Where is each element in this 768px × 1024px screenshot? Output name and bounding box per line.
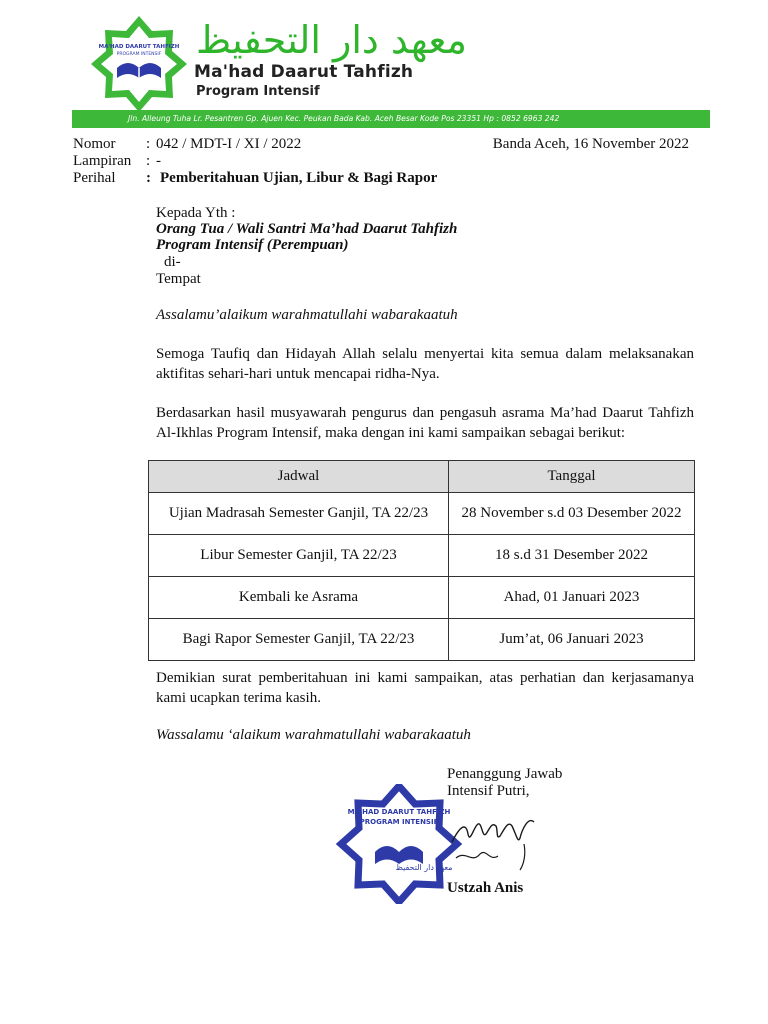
table-cell-jadwal: Ujian Madrasah Semester Ganjil, TA 22/23: [149, 493, 449, 535]
handwritten-signature: [446, 804, 546, 874]
table-row: [149, 619, 695, 661]
perihal-value: Pemberitahuan Ujian, Libur & Bagi Rapor: [160, 170, 438, 186]
table-cell-tanggal: 18 s.d 31 Desember 2022: [449, 535, 695, 577]
logo-text-1: MA'HAD DAARUT TAHFIZH: [98, 44, 180, 50]
nomor-colon: :: [146, 136, 151, 152]
paragraph-context: Berdasarkan hasil musyawarah pengurus dan pengasuh asrama Ma’had Daarut Tahfizh Al-Ikhlas Program Intensif, maka dengan ini kami sampaikan sebagai berikut:: [156, 405, 694, 441]
nomor-value: 042 / MDT-I / XI / 2022: [156, 136, 302, 152]
stamp-text-2: PROGRAM INTENSIF: [359, 818, 439, 826]
recipient-salutation: Kepada Yth :: [156, 205, 236, 221]
recipient-di: di-: [164, 254, 181, 270]
table-cell-tanggal: 28 November s.d 03 Desember 2022: [449, 493, 695, 535]
lampiran-label: Lampiran: [73, 153, 132, 169]
table-row: [149, 577, 695, 619]
table-header-row: [149, 461, 695, 493]
table-cell-jadwal: Bagi Rapor Semester Ganjil, TA 22/23: [149, 619, 449, 661]
table-cell-tanggal: Ahad, 01 Januari 2023: [449, 577, 695, 619]
lampiran-value: -: [156, 153, 161, 169]
signer-role: Penanggung Jawab: [447, 766, 563, 782]
recipient-program: Program Intensif (Perempuan): [156, 237, 349, 253]
table-row: [149, 535, 695, 577]
nomor-label: Nomor: [73, 136, 116, 152]
official-stamp: [334, 784, 464, 904]
address-bar: Jln. Alleung Tuha Lr. Pesantren Gp. Ajuen Kec. Peukan Bada Kab. Aceh Besar Kode Pos 23351 Hp : 0852 6963 242: [72, 110, 710, 128]
stamp-arabic: معهد دار التحفيظ: [395, 863, 453, 872]
table-header-jadwal: Jadwal: [149, 461, 449, 493]
signer-role-detail: Intensif Putri,: [447, 783, 530, 799]
greeting: Assalamu’alaikum warahmatullahi wabarakaatuh: [156, 307, 458, 323]
table-header-tanggal: Tanggal: [449, 461, 695, 493]
recipient-place: Tempat: [156, 271, 201, 287]
paragraph-closing: Demikian surat pemberitahuan ini kami sampaikan, atas perhatian dan kerjasamanya kami ucapkan terima kasih.: [156, 670, 694, 706]
table-cell-jadwal: Libur Semester Ganjil, TA 22/23: [149, 535, 449, 577]
stamp-text-1: MA'HAD DAARUT TAHFIZH: [347, 808, 451, 816]
lampiran-colon: :: [146, 153, 151, 169]
institution-logo: [84, 14, 194, 114]
table-cell-jadwal: Kembali ke Asrama: [149, 577, 449, 619]
table-row: [149, 493, 695, 535]
institution-subtitle: Program Intensif: [196, 84, 320, 99]
paragraph-opening: Semoga Taufiq dan Hidayah Allah selalu menyertai kita semua dalam melaksanakan aktifitas sehari-hari untuk mencapai ridha-Nya.: [156, 346, 694, 382]
table-cell-tanggal: Jum’at, 06 Januari 2023: [449, 619, 695, 661]
institution-name: Ma'had Daarut Tahfizh: [194, 62, 414, 82]
schedule-table: [148, 460, 695, 661]
logo-text-2: PROGRAM INTENSIF: [116, 52, 162, 57]
farewell: Wassalamu ‘alaikum warahmatullahi wabarakaatuh: [156, 727, 471, 743]
signer-name: Ustzah Anis: [447, 880, 524, 896]
perihal-colon: :: [146, 170, 151, 186]
perihal-label: Perihal: [73, 170, 116, 186]
place-date: Banda Aceh, 16 November 2022: [492, 136, 689, 152]
recipient-name: Orang Tua / Wali Santri Ma’had Daarut Tahfizh: [156, 221, 458, 237]
arabic-institution-name: معهد دار التحفيظ: [196, 18, 468, 62]
